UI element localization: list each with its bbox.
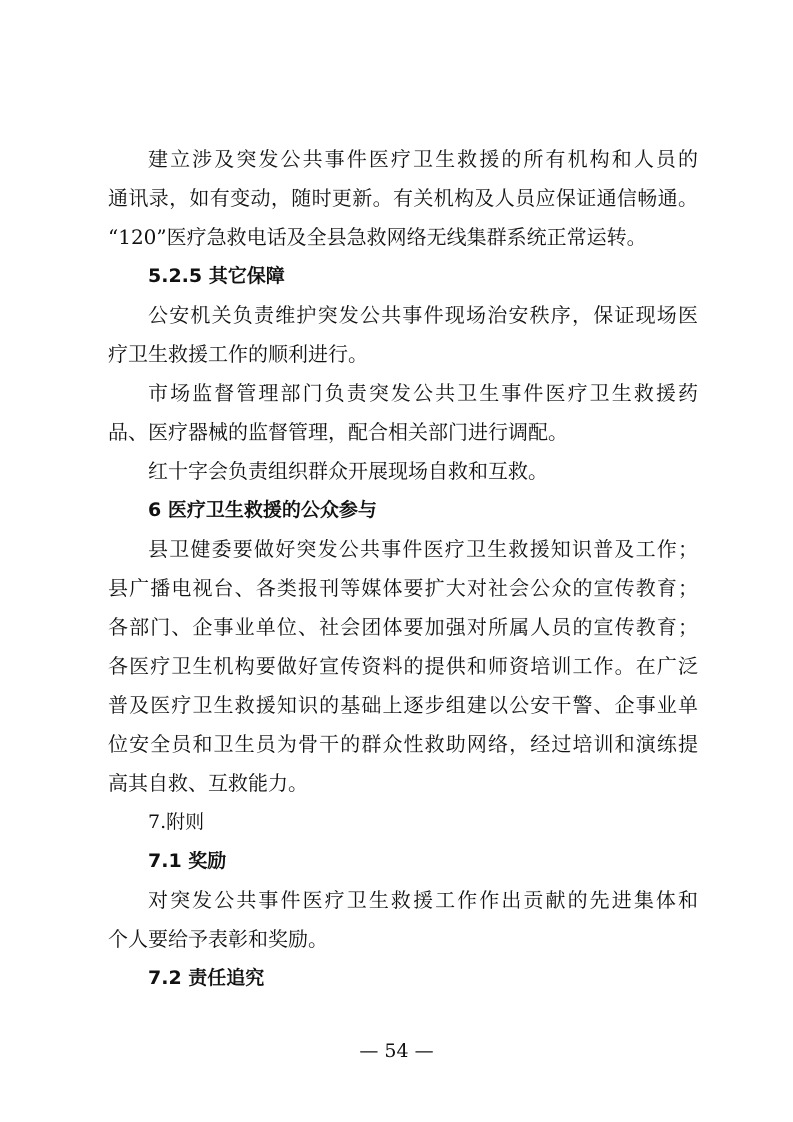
section-heading-7-2: 7.2 责任追究 [148,967,265,989]
text-line: 疗卫生救援工作的顺利进行。 [108,342,368,366]
page-number: — 54 — [359,1040,434,1062]
text-line: 公安机关负责维护突发公共事件现场治安秩序，保证现场医 [148,303,698,327]
text-line: 普及医疗卫生救援知识的基础上逐步组建以公安干警、企事业单 [108,693,698,717]
text-line: 品、医疗器械的监督管理，配合相关部门进行调配。 [108,420,568,444]
text-line: 各部门、企事业单位、社会团体要加强对所属人员的宣传教育； [108,615,698,639]
text-line: 县广播电视台、各类报刊等媒体要扩大对社会公众的宣传教育； [108,576,698,600]
paragraph-red-cross [108,452,698,491]
section-heading-7-1: 7.1 奖励 [148,850,227,872]
paragraph-reward [108,881,698,959]
paragraph-public-participation [108,530,698,803]
text-line: 高其自救、互救能力。 [108,771,308,795]
text-line: 红十字会负责组织群众开展现场自救和互救。 [148,459,548,483]
text-line: 市场监督管理部门负责突发公共卫生事件医疗卫生救援药 [148,381,698,405]
section-heading-6: 6 医疗卫生救援的公众参与 [148,499,377,521]
text-line: 建立涉及突发公共事件医疗卫生救援的所有机构和人员的 [148,147,698,171]
paragraph-market-supervision [108,374,698,452]
text-line: 对突发公共事件医疗卫生救援工作作出贡献的先进集体和 [148,888,698,912]
paragraph-communications [108,140,698,257]
text-line: 个人要给予表彰和奖励。 [108,927,328,951]
page-body [108,140,698,998]
section-heading-5-2-5: 5.2.5 其它保障 [148,265,285,287]
text-line: 各医疗卫生机构要做好宣传资料的提供和师资培训工作。在广泛 [108,654,698,678]
text-line: 县卫健委要做好突发公共事件医疗卫生救援知识普及工作； [148,537,698,561]
text-line: 通讯录，如有变动，随时更新。有关机构及人员应保证通信畅通。 [108,186,698,210]
text-line: 位安全员和卫生员为骨干的群众性救助网络，经过培训和演练提 [108,732,698,756]
text-line: “120”医疗急救电话及全县急救网络无线集群系统正常运转。 [108,225,647,249]
section-heading-7: 7.附则 [148,811,205,833]
paragraph-police [108,296,698,374]
